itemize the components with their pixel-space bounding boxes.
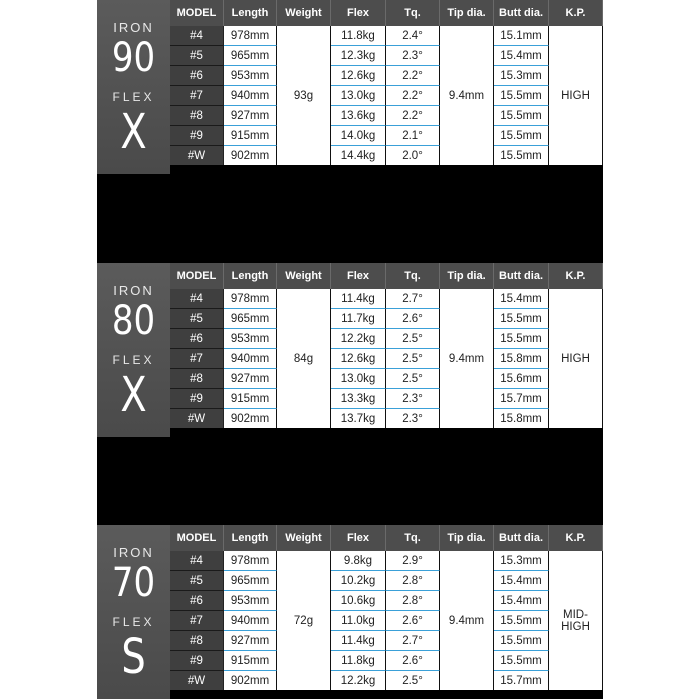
torque-cell: 2.9° <box>386 551 440 571</box>
butt-dia-cell: 15.4mm <box>494 591 549 611</box>
flex-cell: 13.6kg <box>331 106 386 126</box>
spec-block-iron-90 <box>97 0 603 174</box>
flex-cell: 10.2kg <box>331 571 386 591</box>
butt-dia-cell: 15.5mm <box>494 309 549 329</box>
tip-dia-cell: 9.4mm <box>440 551 494 690</box>
iron-label: IRON <box>113 545 154 560</box>
weight-class-number: 90 <box>111 35 156 81</box>
length-cell: 940mm <box>224 611 277 631</box>
torque-cell: 2.6° <box>386 651 440 671</box>
table-row <box>170 671 603 690</box>
butt-dia-cell: 15.1mm <box>494 26 549 46</box>
spec-block-iron-80 <box>97 263 603 437</box>
header-tip-dia: Tip dia. <box>440 525 494 551</box>
flex-label: FLEX <box>112 353 155 367</box>
flex-letter: S <box>121 629 146 685</box>
flex-cell: 11.8kg <box>331 26 386 46</box>
flex-cell: 13.0kg <box>331 369 386 389</box>
flex-cell: 10.6kg <box>331 591 386 611</box>
table-header-row <box>170 525 603 551</box>
torque-cell: 2.2° <box>386 86 440 106</box>
table-row <box>170 611 603 631</box>
length-cell: 978mm <box>224 26 277 46</box>
model-cell: #8 <box>170 631 224 651</box>
table-row <box>170 146 603 165</box>
black-separator <box>97 174 603 263</box>
table-row <box>170 551 603 571</box>
flex-cell: 9.8kg <box>331 551 386 571</box>
weight-class-number: 80 <box>111 298 156 344</box>
torque-cell: 2.4° <box>386 26 440 46</box>
flex-letter: X <box>120 104 147 160</box>
flex-cell: 12.6kg <box>331 349 386 369</box>
spec-table <box>170 525 603 690</box>
length-cell: 953mm <box>224 66 277 86</box>
spec-block-iron-70 <box>97 525 603 699</box>
torque-cell: 2.6° <box>386 309 440 329</box>
header-butt-dia: Butt dia. <box>494 263 549 289</box>
iron-label: IRON <box>113 283 154 298</box>
table-header-row <box>170 0 603 26</box>
length-cell: 927mm <box>224 369 277 389</box>
flex-cell: 11.4kg <box>331 289 386 309</box>
table-row <box>170 329 603 349</box>
tip-dia-cell: 9.4mm <box>440 289 494 428</box>
header-flex: Flex <box>331 0 386 26</box>
table-row <box>170 66 603 86</box>
length-cell: 902mm <box>224 671 277 690</box>
torque-cell: 2.8° <box>386 591 440 611</box>
table-row <box>170 591 603 611</box>
torque-cell: 2.3° <box>386 389 440 409</box>
butt-dia-cell: 15.6mm <box>494 369 549 389</box>
length-cell: 953mm <box>224 329 277 349</box>
length-cell: 902mm <box>224 409 277 428</box>
length-cell: 940mm <box>224 86 277 106</box>
header-kick-point: K.P. <box>549 525 603 551</box>
header-torque: Tq. <box>386 263 440 289</box>
header-butt-dia: Butt dia. <box>494 0 549 26</box>
table-row <box>170 349 603 369</box>
length-cell: 965mm <box>224 571 277 591</box>
butt-dia-cell: 15.5mm <box>494 651 549 671</box>
butt-dia-cell: 15.3mm <box>494 551 549 571</box>
table-row <box>170 651 603 671</box>
model-cell: #5 <box>170 571 224 591</box>
torque-cell: 2.0° <box>386 146 440 165</box>
flex-cell: 14.4kg <box>331 146 386 165</box>
torque-cell: 2.1° <box>386 126 440 146</box>
model-cell: #4 <box>170 551 224 571</box>
flex-letter: X <box>120 367 147 423</box>
length-cell: 915mm <box>224 126 277 146</box>
model-cell: #4 <box>170 289 224 309</box>
butt-dia-cell: 15.5mm <box>494 126 549 146</box>
length-cell: 915mm <box>224 389 277 409</box>
model-cell: #8 <box>170 106 224 126</box>
header-weight: Weight <box>277 0 331 26</box>
torque-cell: 2.5° <box>386 369 440 389</box>
header-length: Length <box>224 525 277 551</box>
butt-dia-cell: 15.7mm <box>494 389 549 409</box>
table-row <box>170 369 603 389</box>
tip-dia-cell: 9.4mm <box>440 26 494 165</box>
torque-cell: 2.2° <box>386 106 440 126</box>
header-weight: Weight <box>277 525 331 551</box>
torque-cell: 2.5° <box>386 329 440 349</box>
butt-dia-cell: 15.4mm <box>494 46 549 66</box>
length-cell: 927mm <box>224 106 277 126</box>
length-cell: 940mm <box>224 349 277 369</box>
flex-cell: 12.3kg <box>331 46 386 66</box>
flex-cell: 13.7kg <box>331 409 386 428</box>
torque-cell: 2.7° <box>386 289 440 309</box>
header-length: Length <box>224 0 277 26</box>
header-model: MODEL <box>170 263 224 289</box>
table-row <box>170 409 603 428</box>
header-kick-point: K.P. <box>549 263 603 289</box>
flex-cell: 14.0kg <box>331 126 386 146</box>
model-cell: #5 <box>170 309 224 329</box>
table-row <box>170 26 603 46</box>
table-row <box>170 106 603 126</box>
header-model: MODEL <box>170 525 224 551</box>
torque-cell: 2.5° <box>386 671 440 690</box>
butt-dia-cell: 15.5mm <box>494 106 549 126</box>
header-tip-dia: Tip dia. <box>440 263 494 289</box>
butt-dia-cell: 15.3mm <box>494 66 549 86</box>
model-cell: #6 <box>170 66 224 86</box>
model-cell: #6 <box>170 591 224 611</box>
table-row <box>170 389 603 409</box>
kick-point-cell: HIGH <box>549 26 603 165</box>
flex-cell: 11.7kg <box>331 309 386 329</box>
header-torque: Tq. <box>386 0 440 26</box>
flex-cell: 11.8kg <box>331 651 386 671</box>
flex-cell: 12.2kg <box>331 329 386 349</box>
torque-cell: 2.5° <box>386 349 440 369</box>
header-flex: Flex <box>331 525 386 551</box>
torque-cell: 2.7° <box>386 631 440 651</box>
shaft-label-panel <box>97 263 170 437</box>
weight-class-number: 70 <box>111 560 156 606</box>
length-cell: 902mm <box>224 146 277 165</box>
model-cell: #W <box>170 146 224 165</box>
butt-dia-cell: 15.5mm <box>494 631 549 651</box>
weight-cell: 72g <box>277 551 331 690</box>
table-row <box>170 571 603 591</box>
butt-dia-cell: 15.8mm <box>494 349 549 369</box>
length-cell: 953mm <box>224 591 277 611</box>
butt-dia-cell: 15.7mm <box>494 671 549 690</box>
spec-table <box>170 0 603 165</box>
header-flex: Flex <box>331 263 386 289</box>
flex-cell: 12.6kg <box>331 66 386 86</box>
flex-label: FLEX <box>112 615 155 629</box>
torque-cell: 2.3° <box>386 46 440 66</box>
model-cell: #W <box>170 409 224 428</box>
flex-label: FLEX <box>112 90 155 104</box>
table-row <box>170 631 603 651</box>
model-cell: #9 <box>170 389 224 409</box>
iron-label: IRON <box>113 20 154 35</box>
table-row <box>170 126 603 146</box>
butt-dia-cell: 15.5mm <box>494 611 549 631</box>
flex-cell: 13.3kg <box>331 389 386 409</box>
butt-dia-cell: 15.4mm <box>494 571 549 591</box>
length-cell: 915mm <box>224 651 277 671</box>
model-cell: #5 <box>170 46 224 66</box>
header-butt-dia: Butt dia. <box>494 525 549 551</box>
length-cell: 927mm <box>224 631 277 651</box>
model-cell: #9 <box>170 651 224 671</box>
shaft-label-panel <box>97 525 170 699</box>
header-tip-dia: Tip dia. <box>440 0 494 26</box>
header-length: Length <box>224 263 277 289</box>
flex-cell: 11.4kg <box>331 631 386 651</box>
butt-dia-cell: 15.4mm <box>494 289 549 309</box>
model-cell: #9 <box>170 126 224 146</box>
table-header-row <box>170 263 603 289</box>
kick-point-cell: MID-HIGH <box>549 551 603 690</box>
length-cell: 965mm <box>224 46 277 66</box>
model-cell: #4 <box>170 26 224 46</box>
spec-table <box>170 263 603 428</box>
table-row <box>170 309 603 329</box>
model-cell: #6 <box>170 329 224 349</box>
butt-dia-cell: 15.5mm <box>494 86 549 106</box>
weight-cell: 84g <box>277 289 331 428</box>
torque-cell: 2.3° <box>386 409 440 428</box>
butt-dia-cell: 15.5mm <box>494 329 549 349</box>
header-model: MODEL <box>170 0 224 26</box>
shaft-label-panel <box>97 0 170 174</box>
butt-dia-cell: 15.8mm <box>494 409 549 428</box>
table-row <box>170 289 603 309</box>
weight-cell: 93g <box>277 26 331 165</box>
length-cell: 978mm <box>224 551 277 571</box>
model-cell: #W <box>170 671 224 690</box>
flex-cell: 12.2kg <box>331 671 386 690</box>
flex-cell: 13.0kg <box>331 86 386 106</box>
model-cell: #7 <box>170 86 224 106</box>
header-torque: Tq. <box>386 525 440 551</box>
butt-dia-cell: 15.5mm <box>494 146 549 165</box>
kick-point-cell: HIGH <box>549 289 603 428</box>
flex-cell: 11.0kg <box>331 611 386 631</box>
length-cell: 978mm <box>224 289 277 309</box>
model-cell: #8 <box>170 369 224 389</box>
black-separator <box>97 437 603 525</box>
table-row <box>170 46 603 66</box>
torque-cell: 2.6° <box>386 611 440 631</box>
model-cell: #7 <box>170 611 224 631</box>
length-cell: 965mm <box>224 309 277 329</box>
header-weight: Weight <box>277 263 331 289</box>
model-cell: #7 <box>170 349 224 369</box>
header-kick-point: K.P. <box>549 0 603 26</box>
torque-cell: 2.8° <box>386 571 440 591</box>
table-row <box>170 86 603 106</box>
torque-cell: 2.2° <box>386 66 440 86</box>
